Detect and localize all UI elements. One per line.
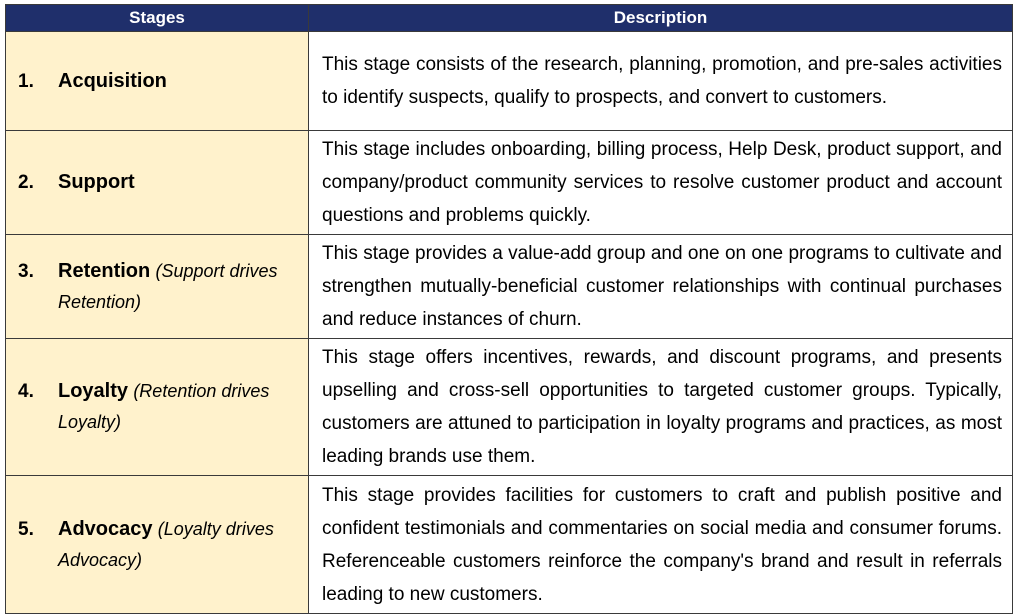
stage-description: This stage provides a value-add group and one on one programs to cultivate and strengthen mutually-beneficial customer relationships with continual purchases and reduce instances of churn.: [309, 235, 1013, 339]
stage-name: Support: [58, 171, 135, 193]
stages-table-container: [5, 4, 1012, 614]
stage-cell: [6, 476, 309, 614]
stages-table: [5, 4, 1013, 614]
stage-cell: [6, 339, 309, 476]
stage-cell: [6, 32, 309, 131]
description-column-header: Description: [309, 5, 1013, 32]
table-row: [6, 32, 1013, 131]
stage-note: (Loyalty drives Advocacy): [58, 518, 274, 570]
stage-number: 2.: [18, 172, 34, 193]
stage-description: This stage offers incentives, rewards, and discount programs, and presents upselling and cross-sell opportunities to targeted customer groups. Typically, customers are attuned to participation in loyalty programs and practices, as most leading brands use them.: [309, 339, 1013, 476]
stage-name: Loyalty: [58, 380, 129, 402]
stage-cell: [6, 235, 309, 339]
stage-cell: [6, 131, 309, 235]
stage-description: This stage consists of the research, planning, promotion, and pre-sales activities to identify suspects, qualify to prospects, and convert to customers.: [309, 32, 1013, 131]
stage-description: This stage includes onboarding, billing process, Help Desk, product support, and company/product community services to resolve customer product and account questions and problems quickly.: [309, 131, 1013, 235]
stage-number: 3.: [18, 260, 34, 282]
table-row: [6, 235, 1013, 339]
table-row: [6, 476, 1013, 614]
stage-note: (Retention drives Loyalty): [58, 381, 270, 432]
stage-note: (Support drives Retention): [58, 260, 278, 312]
stage-description: This stage provides facilities for customers to craft and publish positive and confident testimonials and commentaries on social media and consumer forums. Referenceable customers reinforce the company's brand and result in referrals leading to new customers.: [309, 476, 1013, 614]
stage-name: Advocacy: [58, 517, 153, 540]
table-row: [6, 131, 1013, 235]
stage-number: 4.: [18, 381, 34, 402]
stages-column-header: Stages: [6, 5, 309, 32]
stage-name: Acquisition: [58, 69, 167, 92]
stage-number: 5.: [18, 518, 34, 540]
table-row: [6, 339, 1013, 476]
table-header-row: [6, 5, 1013, 32]
stage-number: 1.: [18, 70, 34, 92]
stage-name: Retention: [58, 259, 151, 282]
